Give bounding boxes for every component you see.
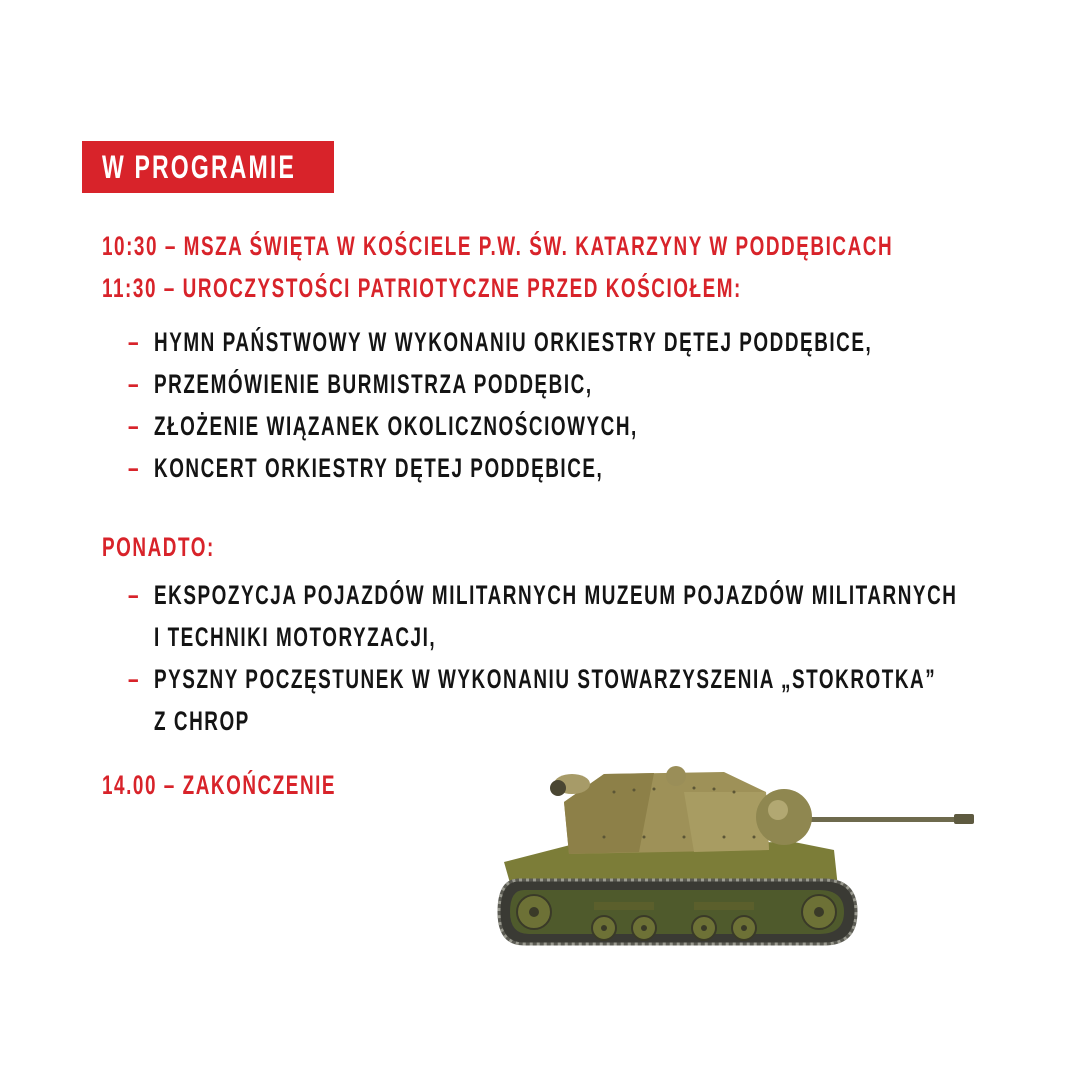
schedule-item-closing: 14.00 – ZAKOŃCZENIE	[102, 770, 337, 800]
extras-item-exhibition-line1: EKSPOZYCJA POJAZDÓW MILITARNYCH MUZEUM POJAZDÓW MILITARNYCH	[154, 580, 958, 610]
schedule-item-1030: 10:30 – MSZA ŚWIĘTA W KOŚCIELE P.W. ŚW. KATARZYNY W PODDĘBICACH	[102, 231, 894, 261]
list-dash: –	[128, 453, 141, 483]
ceremony-item-anthem: HYMN PAŃSTWOWY W WYKONANIU ORKIESTRY DĘTEJ PODDĘBICE,	[154, 327, 873, 357]
extras-item-refreshments-line2: Z CHROP	[154, 706, 250, 736]
tank-icon	[494, 762, 978, 968]
extras-item-exhibition-line2: I TECHNIKI MOTORYZACJI,	[154, 622, 437, 652]
ceremony-item-wreaths: ZŁOŻENIE WIĄZANEK OKOLICZNOŚCIOWYCH,	[154, 411, 638, 441]
list-dash: –	[128, 664, 141, 694]
ceremony-item-speech: PRZEMÓWIENIE BURMISTRZA PODDĘBIC,	[154, 369, 593, 399]
list-dash: –	[128, 369, 141, 399]
list-dash: –	[128, 580, 141, 610]
extras-heading: PONADTO:	[102, 532, 215, 562]
list-dash: –	[128, 411, 141, 441]
list-dash: –	[128, 327, 141, 357]
program-badge	[82, 141, 334, 193]
ceremony-item-concert: KONCERT ORKIESTRY DĘTEJ PODDĘBICE,	[154, 453, 604, 483]
extras-item-refreshments-line1: PYSZNY POCZĘSTUNEK W WYKONANIU STOWARZYSZENIA „STOKROTKA”	[154, 664, 937, 694]
program-badge-label: W PROGRAMIE	[102, 149, 296, 185]
schedule-item-1130: 11:30 – UROCZYSTOŚCI PATRIOTYCZNE PRZED KOŚCIOŁEM:	[102, 273, 742, 303]
